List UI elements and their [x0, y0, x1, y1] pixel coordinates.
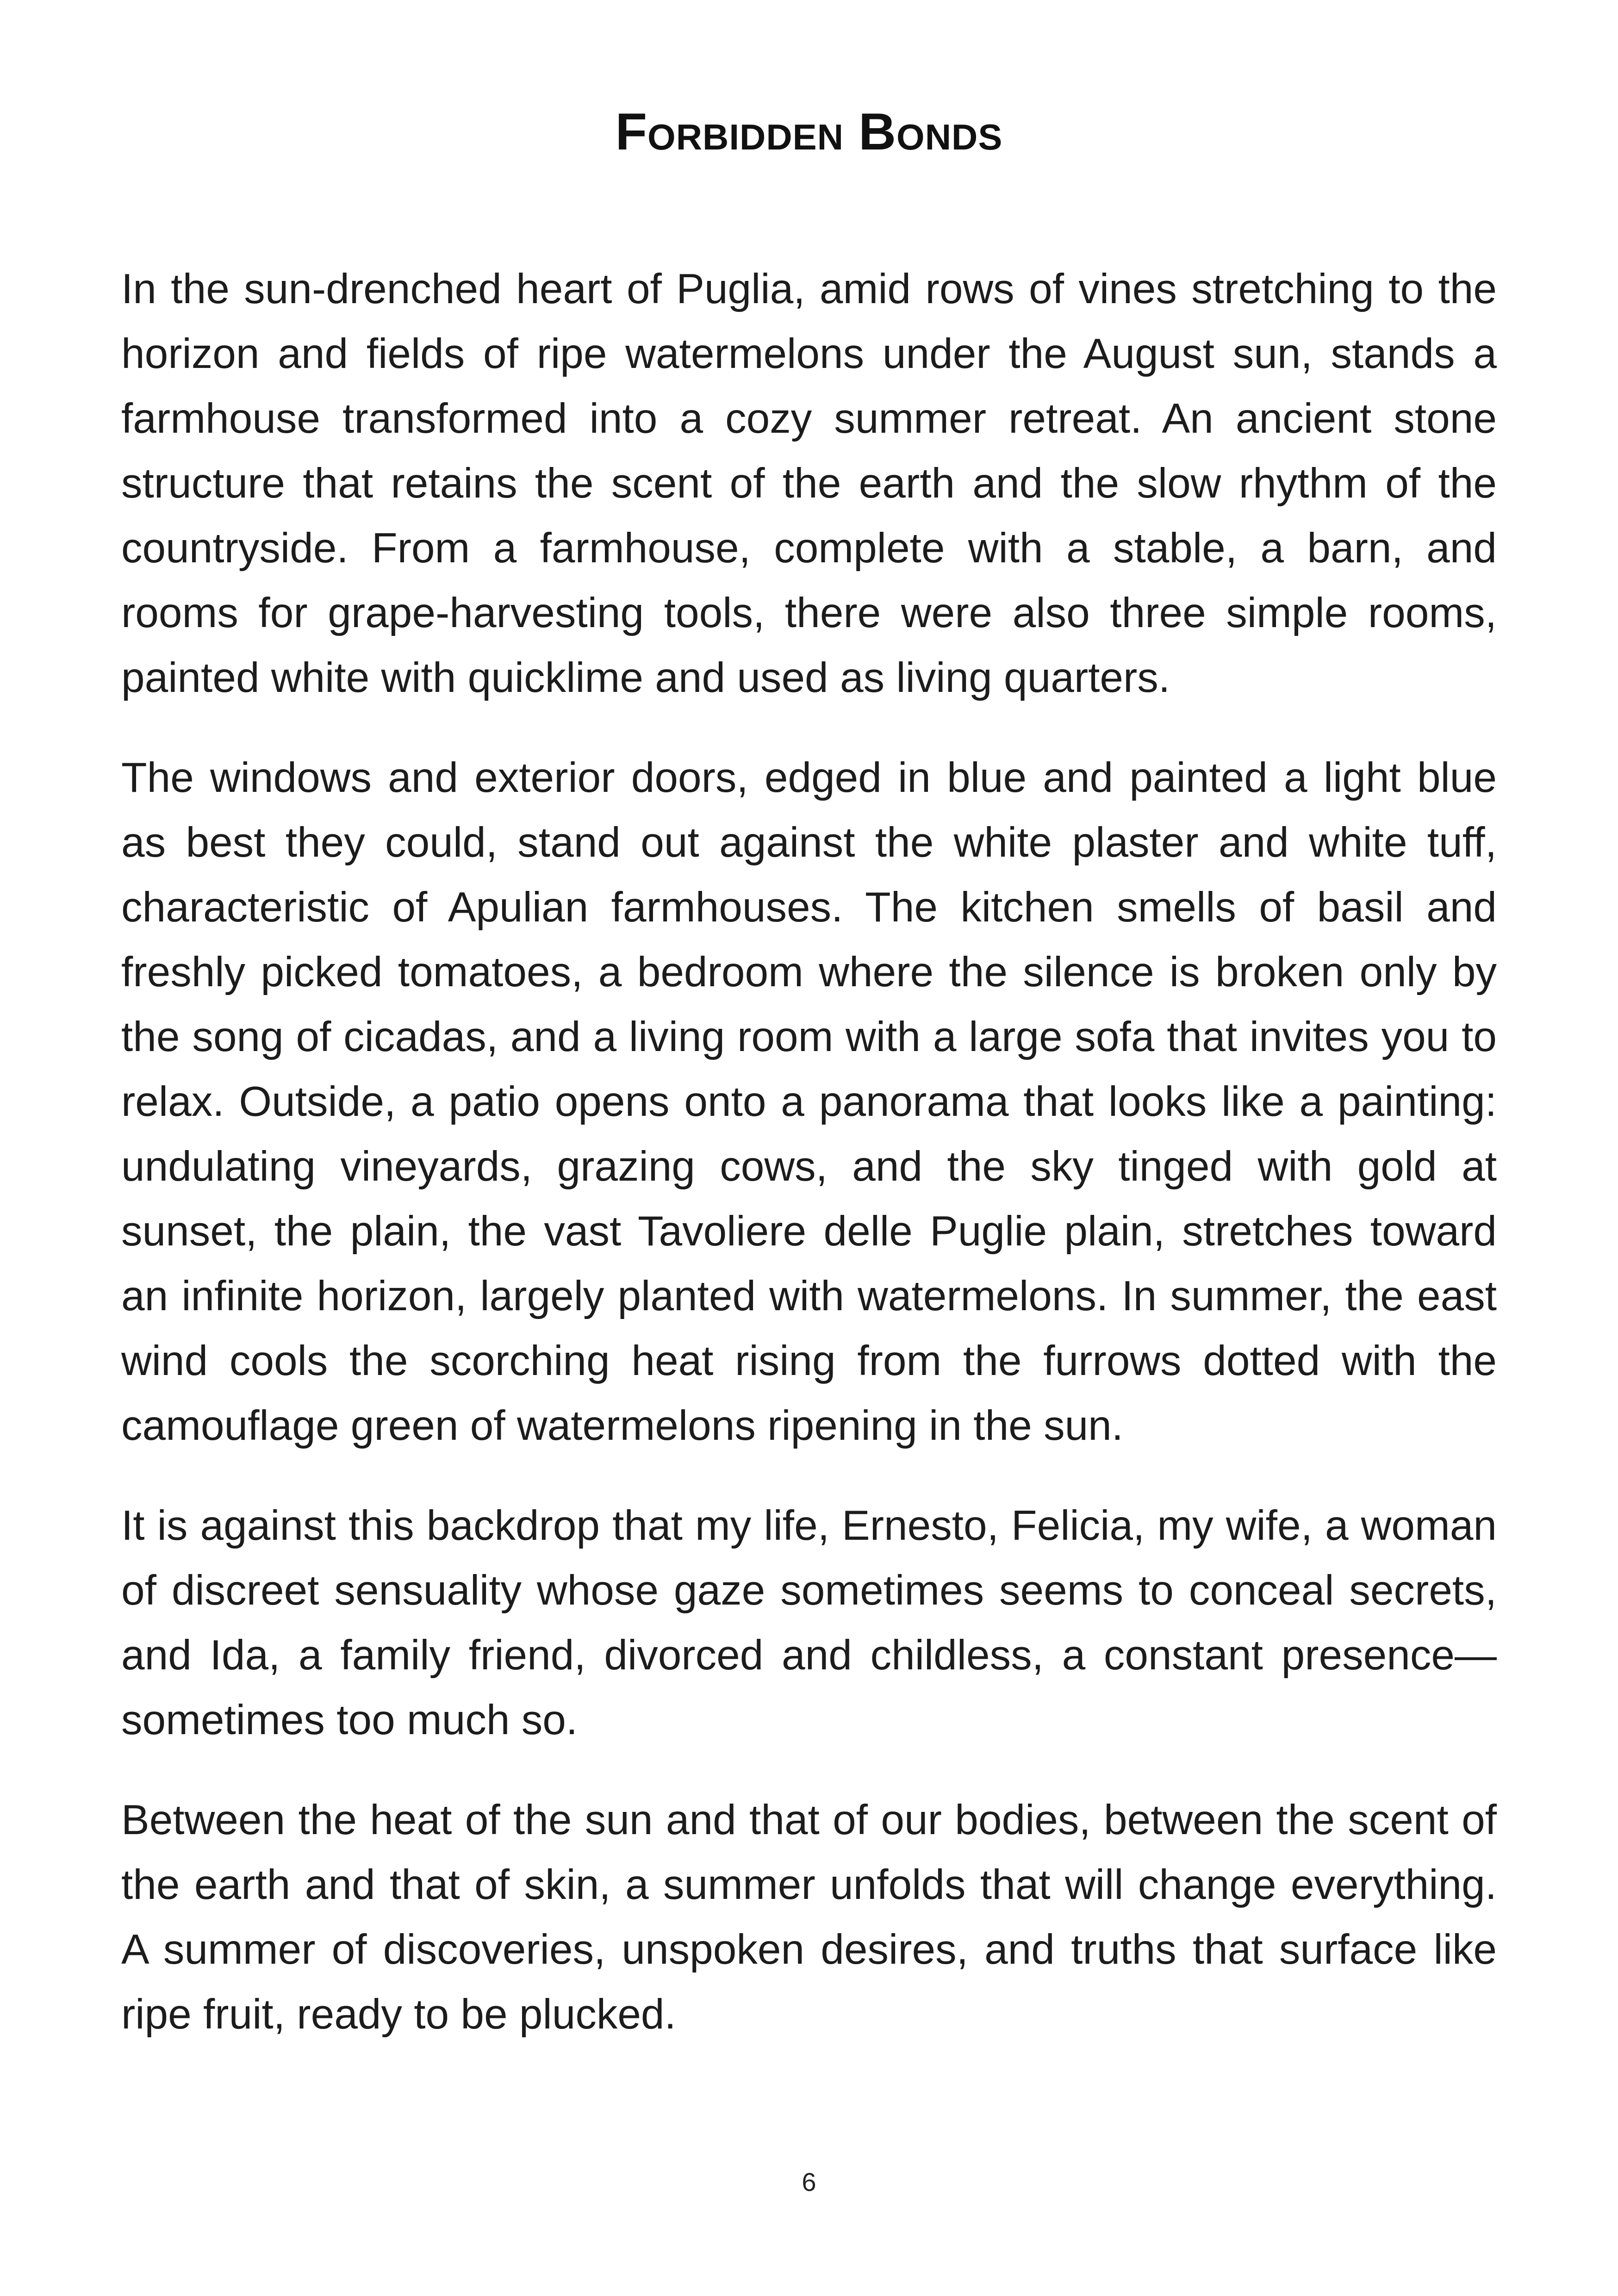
page-number: 6 [802, 2167, 816, 2196]
paragraph-3: It is against this backdrop that my life, Ernesto, Felicia, my wife, a woman of discreet sensuality whose gaze sometimes seems to conceal secrets, and Ida, a family friend, divorced and childless, a constant presence—sometimes too much so. [121, 1502, 1497, 1743]
paragraph-1: In the sun-drenched heart of Puglia, amid rows of vines stretching to the horizon and fields of ripe watermelons under the August sun, stands a farmhouse transformed into a cozy summer retreat. An ancient stone structure that retains the scent of the earth and the slow rhythm of the countryside. From a farmhouse, complete with a stable, a barn, and rooms for grape-harvesting tools, there were also three simple rooms, painted white with quicklime and used as living quarters. [121, 266, 1497, 701]
paragraph-4: Between the heat of the sun and that of our bodies, between the scent of the earth and that of skin, a summer unfolds that will change everything. A summer of discoveries, unspoken desires, and truths that surface like ripe fruit, ready to be plucked. [121, 1797, 1497, 2038]
body-text [121, 257, 1497, 2082]
page-title: Forbidden Bonds [615, 103, 1003, 161]
paragraph-2: The windows and exterior doors, edged in blue and painted a light blue as best they could, stand out against the white plaster and white tuff, characteristic of Apulian farmhouses. The kitchen smells of basil and freshly picked tomatoes, a bedroom where the silence is broken only by the song of cicadas, and a living room with a large sofa that invites you to relax. Outside, a patio opens onto a panorama that looks like a painting: undulating vineyards, grazing cows, and the sky tinged with gold at sunset, the plain, the vast Tavoliere delle Puglie plain, stretches toward an infinite horizon, largely planted with watermelons. In summer, the east wind cools the scorching heat rising from the furrows dotted with the camouflage green of watermelons ripening in the sun. [121, 754, 1497, 1449]
